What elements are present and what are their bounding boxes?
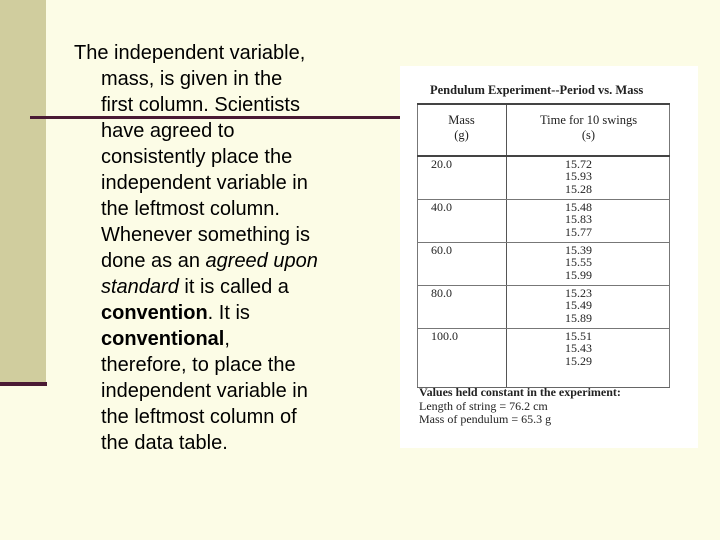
decorative-left-bar [0,0,46,382]
decorative-left-bar-underline [0,382,47,386]
table-row [417,329,670,372]
time-cells [565,330,592,367]
constants-heading: Values held constant in the experiment: [419,385,621,399]
constant-string-length: Length of string = 76.2 cm [419,398,548,413]
slide-body-text [74,40,374,456]
text-line: The independent variable, [74,42,306,64]
mass-cell: 100.0 [431,329,458,343]
time-cell: 15.55 [565,255,592,270]
header-time [507,113,670,143]
text-run: , [224,328,230,350]
time-cell: 15.48 [565,200,592,214]
time-cell: 15.43 [565,341,592,356]
text-line: have agreed to [101,120,235,142]
text-line: first column. Scientists [101,94,300,116]
constant-pendulum-mass: Mass of pendulum = 65.3 g [419,412,552,426]
time-cell: 15.51 [565,329,592,343]
text-line [74,326,374,352]
text-run: . It is [207,302,250,324]
text-line: the leftmost column of [101,406,297,428]
table-title: Pendulum Experiment--Period vs. Mass [430,83,644,97]
text-line: Whenever something is [101,224,310,246]
table-row [417,286,670,329]
time-cell: 15.99 [565,267,592,282]
term-conventional: conventional [101,328,225,350]
text-line [74,248,374,274]
mass-cell: 40.0 [431,200,452,214]
emphasis-agreed-upon: agreed upon [205,250,318,272]
text-run: it is called a [178,276,289,298]
header-time-unit: (s) [581,128,596,142]
emphasis-standard: standard [101,276,179,298]
text-line: the data table. [101,432,228,454]
time-cell: 15.77 [565,224,592,239]
header-mass-label: Mass [448,113,475,127]
time-cells [565,287,592,324]
time-cell: 15.49 [565,298,592,313]
data-table [417,103,670,388]
pendulum-data-table-image [400,66,698,448]
text-line: independent variable in [101,172,308,194]
time-cell: 15.39 [565,243,592,257]
table-row [417,200,670,243]
table-row [417,157,670,200]
text-line [74,274,374,300]
time-cells [565,201,592,238]
time-cell: 15.28 [565,181,592,196]
header-mass-unit: (g) [454,128,469,142]
time-cell: 15.23 [565,286,592,300]
constants-note [419,386,621,427]
text-line [74,300,374,326]
time-cells [565,244,592,281]
mass-cell: 80.0 [431,286,452,300]
mass-cell: 60.0 [431,243,452,257]
time-cell: 15.89 [565,310,592,325]
text-line: therefore, to place the [101,354,296,376]
text-line: mass, is given in the [101,68,283,90]
text-line: the leftmost column. [101,198,280,220]
text-line: independent variable in [101,380,308,402]
time-cells [565,158,592,195]
table-row [417,243,670,286]
header-mass [417,113,506,143]
header-time-label: Time for 10 swings [539,113,638,127]
text-line: consistently place the [101,146,293,168]
time-cell: 15.83 [565,212,592,227]
term-convention: convention [101,302,208,324]
time-cell: 15.93 [565,169,592,184]
text-run: done as an [101,250,206,272]
time-cell: 15.72 [565,157,592,171]
time-cell: 15.29 [565,353,592,368]
mass-cell: 20.0 [431,157,452,171]
